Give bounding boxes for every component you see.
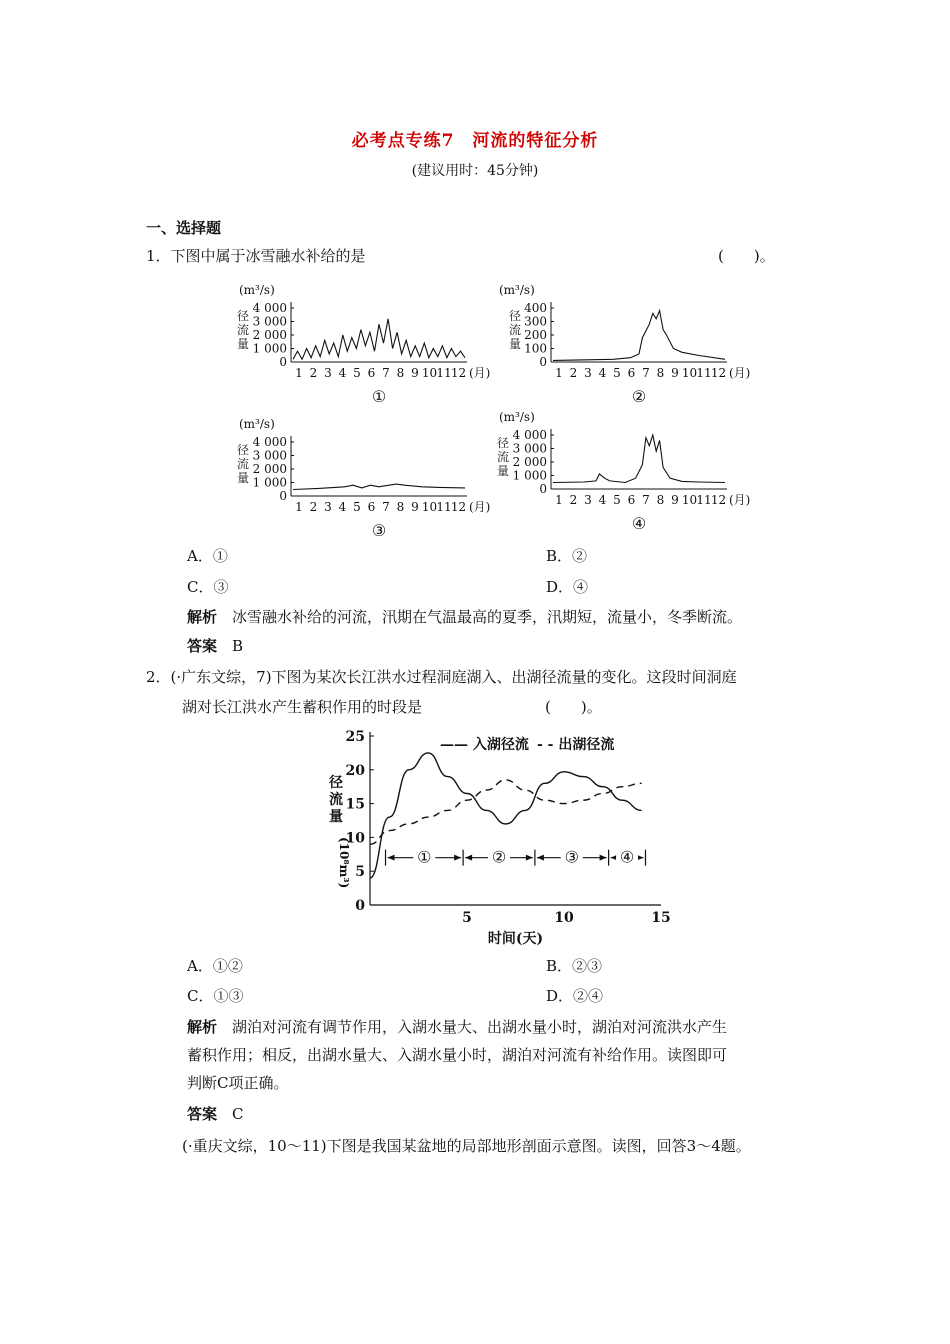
- q2-analysis-label: 解析: [187, 1018, 218, 1036]
- y-tick-label: 300: [524, 314, 547, 329]
- y-axis-label-char: 径: [509, 309, 522, 323]
- x-tick-label: 3: [324, 366, 332, 380]
- x-unit-label: (月): [469, 366, 491, 380]
- q1-analysis: [187, 606, 742, 627]
- y-tick-label: 2 000: [252, 328, 287, 342]
- y-axis-label-char: 量: [497, 464, 510, 478]
- y-tick-label: 3 000: [512, 441, 547, 456]
- runoff-line: [553, 435, 725, 483]
- y-axis-label-char: 量: [329, 809, 343, 825]
- x-tick-label: 4: [598, 493, 607, 507]
- q2-stem-line1: 2．(·广东文综，7)下图为某次长江洪水过程洞庭湖入、出湖径流量的变化。这段时间洞庭: [146, 668, 737, 686]
- page-subtitle: (建议用时：45分钟): [411, 163, 539, 179]
- q2-answer-label: 答案: [187, 1105, 218, 1123]
- y-axis-label-char: 量: [509, 337, 522, 351]
- q1-answer: [187, 635, 243, 656]
- y-tick-label: 4 000: [252, 301, 287, 315]
- y-axis-label-char: 量: [237, 337, 250, 351]
- q1-hydrograph-panels: [0, 280, 950, 540]
- x-tick-label: 9: [411, 500, 419, 514]
- x-tick-label: 2: [309, 366, 318, 380]
- segment-label: ①: [417, 847, 432, 867]
- q1-option-d[interactable]: D．④: [546, 578, 589, 596]
- x-tick-label: 8: [396, 500, 405, 514]
- x-tick-label: 3: [584, 493, 592, 507]
- panel-label: ①: [371, 387, 387, 406]
- y-axis-label-char: 量: [237, 471, 250, 485]
- x-tick-label: 8: [656, 366, 665, 380]
- x-tick-label: 11: [696, 493, 712, 507]
- x-tick-label: 15: [651, 910, 671, 926]
- x-tick-label: 6: [627, 493, 636, 507]
- q1-option-b[interactable]: B．②: [546, 547, 588, 565]
- x-tick-label: 2: [569, 366, 578, 380]
- q1-blank: ( )。: [718, 247, 775, 265]
- q2-option-b[interactable]: B．②③: [546, 957, 603, 975]
- x-tick-label: 2: [569, 493, 578, 507]
- q2-analysis-text1: 湖泊对河流有调节作用，入湖水量大、出湖水量小时，湖泊对河流洪水产生: [232, 1018, 728, 1036]
- q2-analysis-line3: 判断C项正确。: [187, 1074, 289, 1092]
- y-tick-label: 15: [345, 796, 365, 813]
- hydrograph-panel-3: [237, 417, 490, 540]
- q3-intro: (·重庆文综，10～11)下图是我国某盆地的局部地形剖面示意图。读图，回答3～4题。: [182, 1137, 751, 1155]
- segment-label: ④: [619, 847, 635, 867]
- x-tick-label: 7: [642, 493, 650, 507]
- runoff-line: [553, 311, 725, 361]
- q2-blank: ( )。: [545, 698, 602, 716]
- y-tick-label: 3 000: [252, 314, 287, 329]
- q1-answer-value: B: [232, 637, 244, 655]
- q2-option-d[interactable]: D．②④: [546, 987, 604, 1005]
- x-tick-label: 7: [642, 366, 650, 380]
- x-tick-label: 10: [681, 366, 698, 380]
- legend-outflow: - - 出湖径流: [537, 737, 615, 753]
- segment-label: ②: [491, 847, 507, 867]
- y-unit-label: (m³/s): [239, 283, 275, 297]
- y-tick-label: 100: [524, 341, 547, 356]
- x-tick-label: 6: [367, 500, 376, 514]
- q1-answer-label: 答案: [187, 637, 218, 655]
- panel-label: ②: [631, 387, 647, 406]
- y-axis-label-char: 流: [237, 323, 250, 337]
- y-axis-label-char: 流: [329, 792, 343, 808]
- x-tick-label: 9: [671, 493, 679, 507]
- y-axis-label-char: 径: [237, 309, 250, 323]
- y-tick-label: 0: [279, 355, 287, 369]
- x-tick-label: 5: [353, 366, 361, 380]
- q1-analysis-text: 冰雪融水补给的河流，汛期在气温最高的夏季，汛期短，流量小，冬季断流。: [232, 608, 743, 626]
- x-tick-label: 1: [555, 366, 563, 380]
- q2-answer-value: C: [232, 1105, 244, 1123]
- runoff-line: [293, 319, 465, 360]
- q2-option-a[interactable]: A．①②: [187, 957, 243, 975]
- section-heading: 一、选择题: [146, 219, 222, 237]
- q2-option-c[interactable]: C．①③: [187, 987, 244, 1005]
- x-tick-label: 8: [396, 366, 405, 380]
- hydrograph-panel-4: [497, 410, 750, 533]
- x-tick-label: 4: [338, 500, 347, 514]
- y-tick-label: 4 000: [512, 428, 547, 442]
- x-tick-label: 2: [309, 500, 318, 514]
- y-tick-label: 2 000: [512, 455, 547, 469]
- q1-option-c[interactable]: C．③: [187, 578, 229, 596]
- panel-label: ④: [631, 514, 647, 533]
- y-tick-label: 1 000: [512, 468, 547, 483]
- q2-answer: [187, 1103, 244, 1124]
- y-tick-label: 20: [345, 762, 365, 779]
- x-tick-label: 11: [696, 366, 712, 380]
- y-unit-label: (m³/s): [499, 410, 535, 424]
- x-unit-label: (月): [469, 500, 491, 514]
- x-tick-label: 1: [555, 493, 563, 507]
- y-tick-label: 25: [345, 729, 365, 745]
- y-unit-label: (m³/s): [499, 283, 535, 297]
- y-tick-label: 10: [345, 830, 365, 847]
- q2-stem-line2: 湖对长江洪水产生蓄积作用的时段是: [182, 698, 423, 716]
- x-tick-label: 6: [627, 366, 636, 380]
- x-tick-label: 12: [710, 493, 727, 507]
- hydrograph-panel-2: [499, 283, 750, 406]
- y-axis-label-char: 流: [237, 457, 250, 471]
- y-axis-label-char: 径: [237, 443, 250, 457]
- x-tick-label: 7: [382, 366, 390, 380]
- x-tick-label: 10: [421, 500, 438, 514]
- x-tick-label: 5: [462, 910, 472, 926]
- x-tick-label: 12: [710, 366, 727, 380]
- x-tick-label: 5: [353, 500, 361, 514]
- y-tick-label: 200: [524, 328, 547, 342]
- x-tick-label: 6: [367, 366, 376, 380]
- x-tick-label: 12: [450, 500, 467, 514]
- y-tick-label: 0: [539, 355, 547, 369]
- page-title: 必考点专练7 河流的特征分析: [351, 131, 599, 151]
- y-tick-label: 0: [355, 898, 365, 914]
- y-axis-unit: (10⁸m³): [337, 837, 351, 889]
- y-axis-label-char: 流: [509, 323, 522, 337]
- x-tick-label: 10: [681, 493, 698, 507]
- x-tick-label: 5: [613, 366, 621, 380]
- q1-analysis-label: 解析: [187, 608, 218, 626]
- y-axis-label-char: 径: [497, 436, 510, 450]
- x-tick-label: 3: [324, 500, 332, 514]
- y-unit-label: (m³/s): [239, 417, 275, 431]
- x-tick-label: 9: [411, 366, 419, 380]
- y-tick-label: 4 000: [252, 435, 287, 449]
- x-tick-label: 4: [598, 366, 607, 380]
- segment-label: ③: [564, 847, 579, 867]
- x-unit-label: (月): [729, 366, 751, 380]
- x-tick-label: 1: [295, 366, 303, 380]
- x-tick-label: 10: [554, 910, 574, 926]
- panel-label: ③: [371, 521, 387, 540]
- x-tick-label: 11: [436, 500, 452, 514]
- y-tick-label: 5: [355, 864, 365, 881]
- y-tick-label: 0: [279, 489, 287, 503]
- x-axis-label: 时间(天): [487, 931, 544, 947]
- y-tick-label: 3 000: [252, 448, 287, 463]
- q2-analysis-line2: 蓄积作用；相反，出湖水量大、入湖水量小时，湖泊对河流有补给作用。读图即可: [187, 1046, 728, 1064]
- y-tick-label: 2 000: [252, 462, 287, 476]
- x-tick-label: 10: [421, 366, 438, 380]
- y-tick-label: 0: [539, 482, 547, 496]
- y-tick-label: 1 000: [252, 341, 287, 356]
- runoff-line: [293, 484, 465, 489]
- y-axis-label-char: 径: [329, 775, 343, 791]
- q1-option-a[interactable]: A．①: [187, 547, 228, 565]
- x-tick-label: 5: [613, 493, 621, 507]
- y-axis-label-char: 流: [497, 450, 510, 464]
- q1-stem: 1．下图中属于冰雪融水补给的是: [146, 247, 366, 265]
- legend-inflow: —— 入湖径流: [440, 737, 529, 753]
- x-unit-label: (月): [729, 493, 751, 507]
- x-tick-label: 12: [450, 366, 467, 380]
- x-tick-label: 3: [584, 366, 592, 380]
- y-tick-label: 1 000: [252, 475, 287, 490]
- x-tick-label: 11: [436, 366, 452, 380]
- q2-runoff-chart: [0, 725, 950, 945]
- x-tick-label: 4: [338, 366, 347, 380]
- x-tick-label: 1: [295, 500, 303, 514]
- series-outflow-line: [370, 780, 642, 844]
- x-tick-label: 8: [656, 493, 665, 507]
- x-tick-label: 7: [382, 500, 390, 514]
- q2-analysis-line1: [187, 1016, 727, 1037]
- x-tick-label: 9: [671, 366, 679, 380]
- hydrograph-panel-1: [237, 283, 490, 406]
- y-tick-label: 400: [524, 301, 547, 315]
